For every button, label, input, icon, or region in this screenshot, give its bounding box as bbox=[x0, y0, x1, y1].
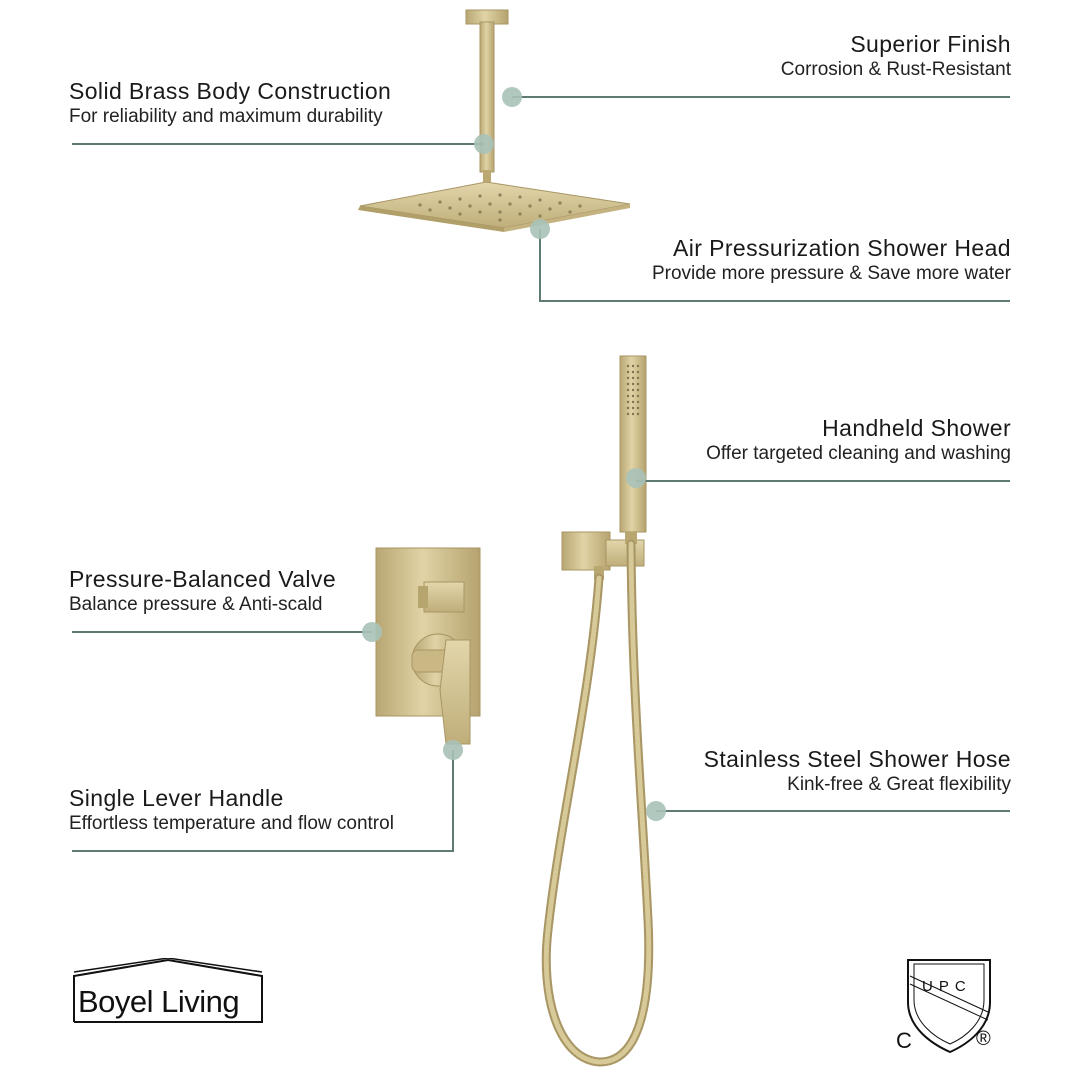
callout-dot-valve bbox=[362, 622, 382, 642]
feature-pressure-balanced-valve bbox=[69, 565, 336, 617]
feature-air-pressurization-head bbox=[652, 234, 1011, 286]
feature-description: For reliability and maximum durability bbox=[69, 106, 383, 127]
callout-dot-finish bbox=[502, 87, 522, 107]
callout-dot-brass bbox=[474, 134, 494, 154]
feature-title: Superior Finish bbox=[850, 31, 1011, 57]
feature-description: Kink-free & Great flexibility bbox=[787, 774, 1011, 795]
feature-title: Solid Brass Body Construction bbox=[69, 78, 392, 104]
cert-c-mark: C bbox=[896, 1028, 912, 1053]
valve-trim bbox=[376, 548, 480, 744]
brand-logo bbox=[72, 958, 264, 1024]
feature-handheld-shower bbox=[706, 414, 1011, 466]
lever-handle bbox=[440, 640, 470, 744]
feature-title: Pressure-Balanced Valve bbox=[69, 566, 337, 592]
upc-text: UPC bbox=[922, 978, 972, 995]
callout-dot-hose bbox=[646, 801, 666, 821]
feature-single-lever-handle bbox=[69, 784, 394, 836]
rain-shower-head bbox=[358, 10, 630, 232]
feature-description: Provide more pressure & Save more water bbox=[651, 263, 1011, 284]
feature-solid-brass bbox=[69, 77, 391, 129]
feature-superior-finish bbox=[781, 30, 1011, 82]
callout-dot-hand bbox=[626, 468, 646, 488]
feature-title: Air Pressurization Shower Head bbox=[673, 235, 1011, 261]
feature-title: Single Lever Handle bbox=[69, 785, 284, 811]
shower-hose bbox=[546, 544, 648, 1062]
feature-description: Effortless temperature and flow control bbox=[69, 813, 394, 834]
feature-stainless-hose bbox=[704, 745, 1011, 797]
upc-certification-mark bbox=[892, 956, 1002, 1056]
feature-title: Stainless Steel Shower Hose bbox=[703, 746, 1011, 772]
registered-mark: ® bbox=[976, 1028, 991, 1050]
feature-description: Corrosion & Rust-Resistant bbox=[780, 59, 1011, 80]
feature-description: Offer targeted cleaning and washing bbox=[706, 443, 1011, 464]
feature-description: Balance pressure & Anti-scald bbox=[69, 594, 323, 615]
callout-dot-lever bbox=[443, 740, 463, 760]
callout-dot-head bbox=[530, 219, 550, 239]
feature-title: Handheld Shower bbox=[822, 415, 1011, 441]
brand-name: Boyel Living bbox=[78, 984, 240, 1019]
